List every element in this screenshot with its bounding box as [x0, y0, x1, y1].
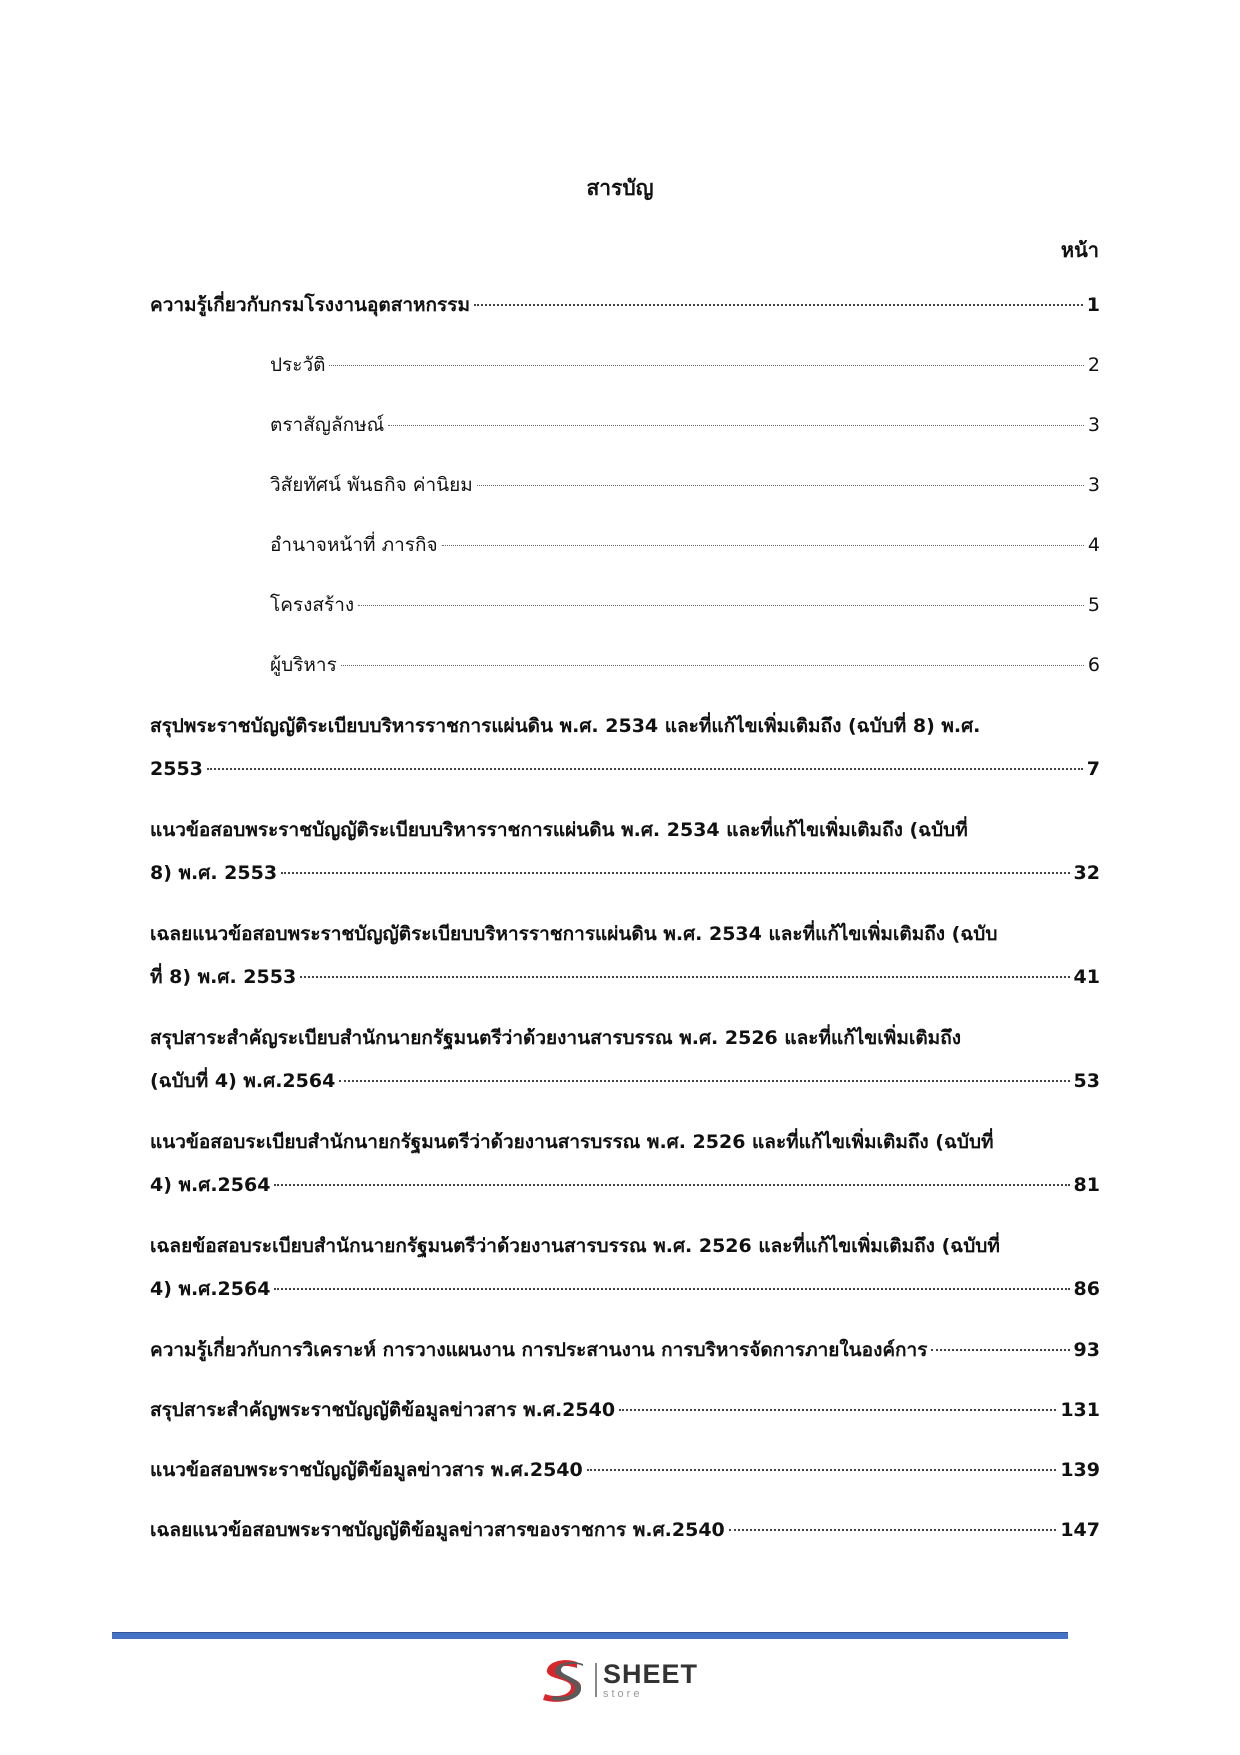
toc-subentry [270, 411, 1100, 439]
toc-entry-page: 6 [1087, 654, 1100, 676]
toc-entry-text: 4) พ.ศ.2564 [150, 1278, 271, 1300]
dot-leader [619, 1409, 1056, 1411]
toc-entry [150, 1396, 1100, 1424]
toc-subentry [270, 531, 1100, 559]
toc-entry-text: 2553 [150, 758, 203, 780]
toc-entry-text: ผู้บริหาร [270, 654, 337, 676]
dot-leader [474, 304, 1083, 306]
footer-rule [112, 1632, 1068, 1639]
toc-entry-text: แนวข้อสอบพระราชบัญญัติข้อมูลข่าวสาร พ.ศ.2540 [150, 1459, 583, 1481]
toc-entry [150, 291, 1100, 319]
toc-entry-page: 147 [1060, 1519, 1100, 1541]
dot-leader [442, 545, 1084, 546]
toc-entry-page: 41 [1073, 966, 1100, 988]
toc-entry-page: 93 [1073, 1339, 1100, 1361]
dot-leader [388, 425, 1084, 426]
dot-leader [281, 872, 1070, 874]
toc-entry [150, 1171, 1100, 1199]
dot-leader [477, 485, 1084, 486]
dot-leader [329, 365, 1083, 366]
toc-entry-page: 2 [1087, 354, 1100, 376]
toc-entry-line1: เฉลยข้อสอบระเบียบสำนักนายกรัฐมนตรีว่าด้วยงานสารบรรณ พ.ศ. 2526 และที่แก้ไขเพิ่มเติมถึง (ฉบับที่ [150, 1235, 1000, 1257]
toc-entry-line1: เฉลยแนวข้อสอบพระราชบัญญัติระเบียบบริหารราชการแผ่นดิน พ.ศ. 2534 และที่แก้ไขเพิ่มเติมถึง (ฉบับ [150, 923, 998, 945]
dot-leader [729, 1529, 1057, 1531]
logo-divider [595, 1663, 597, 1697]
toc-entry-text: ตราสัญลักษณ์ [270, 414, 385, 436]
dot-leader [587, 1469, 1057, 1471]
toc-entry [150, 859, 1100, 887]
toc-entry [150, 1516, 1100, 1544]
sheet-store-logo [537, 1656, 698, 1704]
toc-entry-text: ความรู้เกี่ยวกับการวิเคราะห์ การวางแผนงาน การประสานงาน การบริหารจัดการภายในองค์การ [150, 1339, 928, 1361]
toc-entry-line1: สรุปพระราชบัญญัติระเบียบบริหารราชการแผ่นดิน พ.ศ. 2534 และที่แก้ไขเพิ่มเติมถึง (ฉบับที่ 8) พ.ศ. [150, 715, 981, 737]
toc-entry-page: 32 [1073, 862, 1100, 884]
toc-entry-text: 4) พ.ศ.2564 [150, 1174, 271, 1196]
toc-subentry [270, 651, 1100, 679]
sheet-store-s-icon [537, 1656, 589, 1704]
toc-subentry [270, 471, 1100, 499]
toc-entry [150, 1275, 1100, 1303]
toc-entry-page: 131 [1060, 1399, 1100, 1421]
dot-leader [341, 665, 1084, 666]
toc-entry [150, 963, 1100, 991]
logo-subword: store [603, 1687, 643, 1700]
logo-wordmark [603, 1658, 699, 1700]
toc-entry-page: 86 [1073, 1278, 1100, 1300]
toc-entry-page: 1 [1086, 294, 1100, 316]
page-title: สารบัญ [586, 176, 654, 200]
toc-entry-page: 7 [1086, 758, 1100, 780]
toc-subentry [270, 351, 1100, 379]
dot-leader [300, 976, 1069, 978]
toc-entry-text: โครงสร้าง [270, 594, 355, 616]
toc-entry-page: 4 [1087, 534, 1100, 556]
toc-entry [150, 1067, 1100, 1095]
dot-leader [358, 605, 1084, 606]
toc-entry-page: 3 [1087, 474, 1100, 496]
page-column-header: หน้า [1060, 238, 1099, 262]
toc-entry-text: สรุปสาระสำคัญพระราชบัญญัติข้อมูลข่าวสาร พ.ศ.2540 [150, 1399, 616, 1421]
toc-entry-page: 53 [1073, 1070, 1100, 1092]
toc-entry [150, 1336, 1100, 1364]
toc-entry [150, 1456, 1100, 1484]
dot-leader [274, 1288, 1069, 1290]
toc-entry-page: 5 [1087, 594, 1100, 616]
logo-word: SHEET [603, 1658, 699, 1689]
dot-leader [931, 1349, 1069, 1351]
toc-entry [150, 755, 1100, 783]
toc-entry-text: ความรู้เกี่ยวกับกรมโรงงานอุตสาหกรรม [150, 294, 470, 316]
dot-leader [207, 768, 1083, 770]
toc-entry-line1: แนวข้อสอบพระราชบัญญัติระเบียบบริหารราชการแผ่นดิน พ.ศ. 2534 และที่แก้ไขเพิ่มเติมถึง (ฉบับที่ [150, 819, 968, 841]
toc-entry-line1: สรุปสาระสำคัญระเบียบสำนักนายกรัฐมนตรีว่าด้วยงานสารบรรณ พ.ศ. 2526 และที่แก้ไขเพิ่มเติมถึง [150, 1027, 961, 1049]
toc-subentry [270, 591, 1100, 619]
toc-entry-text: ประวัติ [270, 354, 326, 376]
toc-entry-page: 139 [1060, 1459, 1100, 1481]
toc-entry-text: เฉลยแนวข้อสอบพระราชบัญญัติข้อมูลข่าวสารของราชการ พ.ศ.2540 [150, 1519, 725, 1541]
toc-entry-line1: แนวข้อสอบระเบียบสำนักนายกรัฐมนตรีว่าด้วยงานสารบรรณ พ.ศ. 2526 และที่แก้ไขเพิ่มเติมถึง (ฉบับที่ [150, 1131, 994, 1153]
dot-leader [339, 1080, 1069, 1082]
toc-entry-text: อำนาจหน้าที่ ภารกิจ [270, 534, 438, 556]
toc-entry-text: 8) พ.ศ. 2553 [150, 862, 278, 884]
toc-entry-page: 81 [1073, 1174, 1100, 1196]
dot-leader [274, 1184, 1069, 1186]
toc-entry-text: วิสัยทัศน์ พันธกิจ ค่านิยม [270, 474, 473, 496]
toc-entry-text: (ฉบับที่ 4) พ.ศ.2564 [150, 1070, 336, 1092]
toc-entry-text: ที่ 8) พ.ศ. 2553 [150, 966, 297, 988]
toc-entry-page: 3 [1087, 414, 1100, 436]
